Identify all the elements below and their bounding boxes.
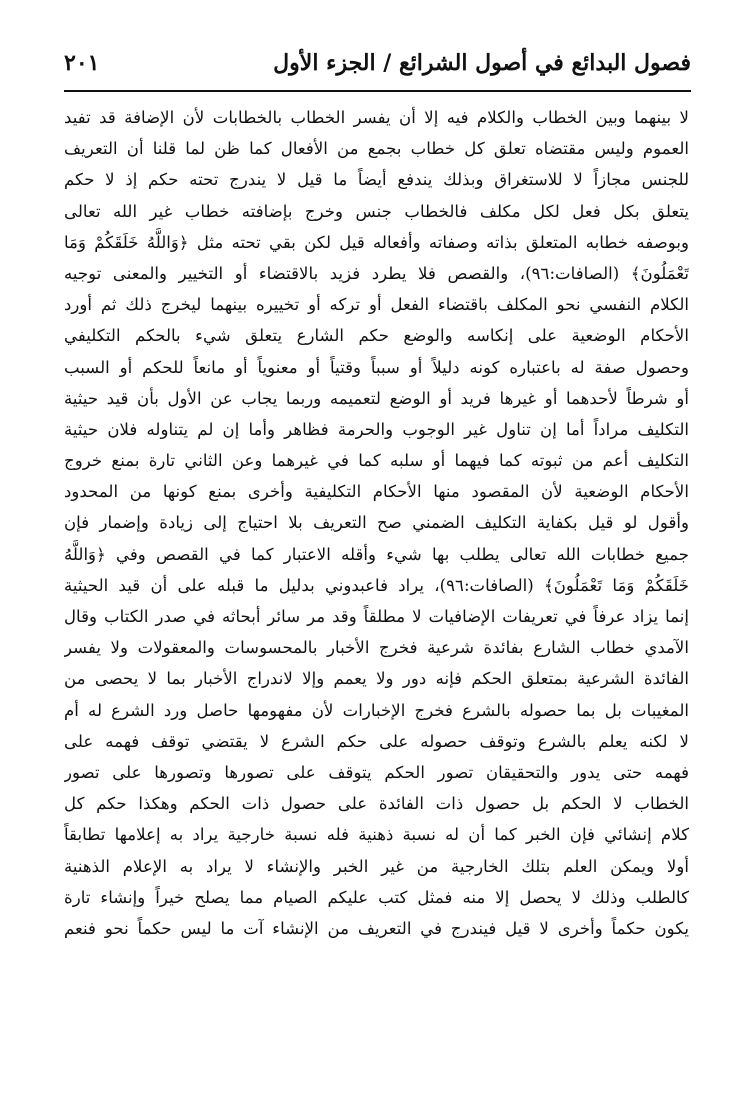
header-rule bbox=[64, 90, 691, 92]
text-line: الكلام النفسي نحو المكلف باقتضاء الفعل أو تركه أو تخييره بينهما ليخرج ذلك ثم أورد bbox=[64, 295, 689, 315]
page-number: ٢٠١ bbox=[64, 50, 100, 76]
text-line: كالطلب وذلك لا يحصل إلا منه فمثل كتب عليكم الصيام مما يصلح خيراً وإنشاء تارة bbox=[64, 887, 689, 907]
text-line: خَلَقَكُمْ وَمَا تَعْمَلُونَ﴾ (الصافات:٩٦)، يراد فاعبدوني بدليل ما قبله على أن قيد الحيثية bbox=[64, 575, 689, 595]
text-line: التكليف أعم من ثبوته كما فيهما أو سلبه كما في غيرهما وعن الثاني تارة بمنع خروج bbox=[64, 451, 689, 471]
text-line: إنما يزاد عرفاً في تعريفات الإضافيات لا مطلقاً وقد مر سائر أبحاثه في صدر الكتاب وقال bbox=[64, 607, 689, 626]
text-line: العموم وليس مقتضاه تعلق كل خطاب بجمع من الأفعال كما ظن لما قلنا أن التعريف bbox=[64, 139, 689, 159]
text-line: الآمدي خطاب الشارع بفائدة شرعية فخرج الأخبار بالمحسوسات والمعقولات ولا يفسر bbox=[64, 638, 689, 658]
text-line: الأحكام الوضعية على إنكاسه والوضع حكم الشارع يتعلق شيء بالحكم التكليفي bbox=[64, 326, 689, 346]
text-line: تَعْمَلُونَ﴾ (الصافات:٩٦)، والقصص فلا يطرد فزيد بالاقتضاء أو التخيير والمعنى توجيه bbox=[64, 263, 689, 283]
text-line: لا بينهما وبين الخطاب والكلام فيه إلا أن يفسر الخطاب بالخطابات لأن الإضافة قد تفيد bbox=[64, 108, 689, 127]
text-line: لا لكنه يعلم بالشرع وتوقف حصوله على حكم الشرع لا يقتضي توقف فهمه على bbox=[64, 731, 689, 751]
text-line: للجنس مجازاً لا للاستغراق وبذلك يندفع أيضاً ما قيل لا يندرج تحته حكم إذ لا حكم bbox=[64, 170, 689, 190]
text-line: كلام إنشائي فإن الخبر كما أن له نسبة ذهنية فله نسبة خارجية يراد به إعلامها تطابقاً bbox=[64, 825, 689, 845]
body-text bbox=[64, 102, 689, 944]
text-line: الأحكام الوضعية لأن المقصود منها الأحكام التكليفية وأخرى بمنع كونها من المحدود bbox=[64, 482, 689, 502]
text-line: التكليف مراداً أما إن تناول غير الوجوب والحرمة فظاهر وأما إن لم يتناوله فلان حيثية bbox=[64, 419, 689, 439]
text-line: الفائدة الشرعية بمتعلق الحكم فإنه دور ولا يعمم وإلا لاندراج الأخبار بما لا يحصى من bbox=[64, 669, 689, 689]
running-title: فصول البدائع في أصول الشرائع / الجزء الأول bbox=[273, 50, 691, 76]
text-line: يتعلق بكل فعل لكل مكلف فالخطاب جنس وخرج بإضافته خطاب غير الله تعالى bbox=[64, 201, 689, 221]
text-line: فهمه حتى يدور والتحقيقان تصور الحكم يتوقف على تصورها وتصورها على تصور bbox=[64, 762, 689, 782]
text-line: الخطاب لا الحكم بل حصول ذات الفائدة على حصول ذات الحكم وهكذا حكم كل bbox=[64, 794, 689, 814]
text-line: وحصول صفة له باعتباره كونه دليلاً أو سبباً وقتياً أو معنوياً أو مانعاً للحكم أو السبب bbox=[64, 357, 689, 377]
text-line: يكون حكماً وأخرى لا قيل فيندرج في التعريف من الإنشاء آت ما ليس حكماً نحو فنعم bbox=[64, 918, 689, 938]
text-line: أولا ويمكن العلم بتلك الخارجية من غير الخبر والإنشاء لا يراد به الإعلام الذهنية bbox=[64, 856, 689, 876]
text-line: أو شرطاً لأحدهما أو غيرها فريد أو الوضع لتعميمه وربما يجاب عن الأول بأن قيد حيثية bbox=[64, 388, 689, 408]
text-line: المغيبات بل بما حصوله بالشرع فخرج الإخبارات لأن مفهومها حاصل ورد الشرع له أم bbox=[64, 700, 689, 720]
page-header bbox=[64, 40, 691, 88]
text-line: وبوصفه خطابه المتعلق بذاته وصفاته وأفعاله قيل لكن بقي تحته مثل ﴿وَاللَّهُ خَلَقَكُمْ وَمَا bbox=[64, 232, 689, 252]
text-line: جميع خطابات الله تعالى يطلب بها شيء وأقله الاعتبار كما في القصص وفي ﴿وَاللَّهُ bbox=[64, 544, 689, 564]
text-line: وأقول لو قيل بكفاية التكليف الضمني صح التعريف بلا احتياج إلى زيادة وإضمار فإن bbox=[64, 513, 689, 533]
